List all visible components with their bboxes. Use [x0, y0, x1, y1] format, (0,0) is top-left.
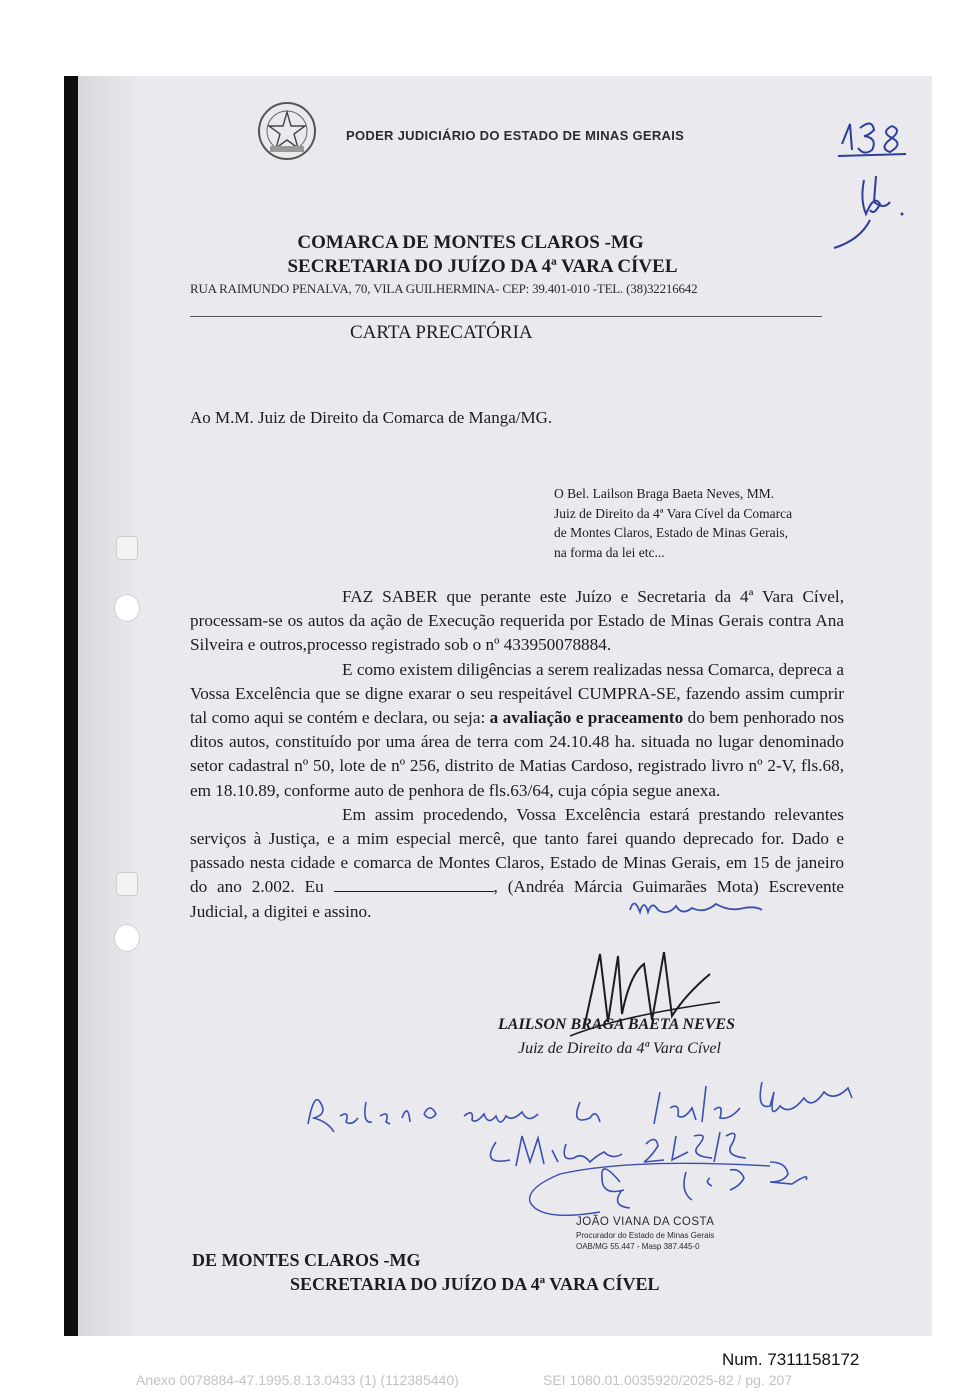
punch-hole	[114, 594, 140, 622]
header-divider	[190, 316, 822, 317]
judge-line: de Montes Claros, Estado de Minas Gerais,	[554, 525, 788, 540]
judge-signature-role: Juiz de Direito da 4ª Vara Cível	[518, 1040, 721, 1057]
punch-hole	[114, 924, 140, 952]
text-span: , (Andréa Márcia Guimarães Mota) Escrevente Judicial, a digitei e assino.	[190, 877, 844, 921]
judge-line: na forma da lei etc...	[554, 544, 665, 560]
prosecutor-registration: OAB/MG 55.447 - Masp 387.445-0	[576, 1242, 700, 1251]
judge-identification	[554, 484, 854, 562]
text-span: do bem penhorado nos ditos autos, constituído por uma área de terra com 24.10.48 ha. situada no lugar denominado setor cadastral nº 50, lote de nº 256, distrito de Matias Cardoso, registrado livro nº 2-V, fls.68, em 18.10.89, conforme auto de penhora de fls.63/64, cuja cópia segue anexa.	[190, 708, 845, 800]
footer-comarca: DE MONTES CLAROS -MG	[192, 1250, 421, 1270]
judge-signature-name: LAILSON BRAGA BAETA NEVES	[498, 1016, 735, 1033]
sei-reference: SEI 1080.01.0035920/2025-82 / pg. 207	[543, 1372, 793, 1388]
punch-hole	[116, 536, 138, 560]
document-number-stamp: Num. 7311158172	[722, 1350, 860, 1369]
paragraph-faz-saber: FAZ SABER que perante este Juízo e Secretaria da 4ª Vara Cível, processam-se os autos da ação de Execução requerida por Estado de Minas Gerais contra Ana Silveira e outros,processo registrado sob o nº 433950078884.	[190, 587, 844, 655]
addressee-line: Ao M.M. Juiz de Direito da Comarca de Manga/MG.	[190, 408, 553, 427]
document-type: CARTA PRECATÓRIA	[350, 322, 533, 343]
prosecutor-name: JOÃO VIANA DA COSTA	[576, 1216, 715, 1228]
text-span: E como existem diligências a serem realizadas nessa Comarca, depreca a Vossa Excelência que se digne exarar o seu respeitável CUMPRA-SE, fazendo assim cumprir tal como aqui se contém e declara, ou seja:	[190, 659, 844, 728]
coat-of-arms-icon	[256, 100, 318, 162]
court-address: RUA RAIMUNDO PENALVA, 70, VILA GUILHERMINA- CEP: 39.401-010 -TEL. (38)32216642	[190, 281, 698, 296]
secretaria-title: SECRETARIA DO JUÍZO DA 4ª VARA CÍVEL	[287, 256, 678, 277]
clerk-initials-signature	[612, 890, 772, 924]
judge-line: O Bel. Lailson Braga Baeta Neves, MM.	[554, 486, 775, 501]
bold-text: a avaliação e praceamento	[489, 708, 684, 728]
handwritten-receipt-note	[300, 1062, 870, 1232]
footer-secretaria: SECRETARIA DO JUÍZO DA 4ª VARA CÍVEL	[290, 1274, 660, 1294]
punch-hole	[116, 872, 138, 896]
letter-body	[190, 585, 844, 924]
institution-header: PODER JUDICIÁRIO DO ESTADO DE MINAS GERAIS	[346, 128, 685, 143]
text-span: Em assim procedendo, Vossa Excelência estará prestando relevantes serviços à Justiça, e a mim especial mercê, que tanto farei quando deprecado for. Dado e passado nesta cidade e comarca de Montes Claros, Estado de Minas Gerais, em 15 de janeiro do ano 2.002. Eu	[190, 804, 844, 897]
judge-line: Juiz de Direito da 4ª Vara Cível da Comarca	[554, 505, 793, 521]
prosecutor-title: Procurador do Estado de Minas Gerais	[576, 1231, 715, 1240]
comarca-title: COMARCA DE MONTES CLAROS -MG	[297, 232, 644, 253]
annex-reference: Anexo 0078884-47.1995.8.13.0433 (1) (112385440)	[136, 1372, 459, 1388]
paragraph-diligencias	[190, 658, 844, 803]
clerk-initials-line	[334, 877, 494, 892]
